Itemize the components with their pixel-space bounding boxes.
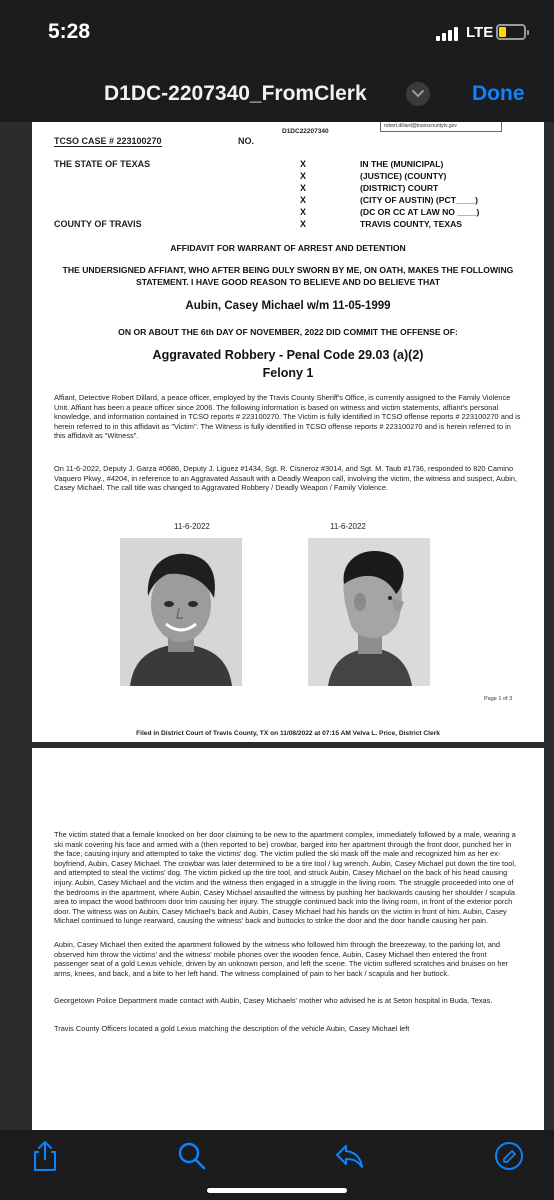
- lexus-paragraph: Travis County Officers located a gold Lexus matching the description of the vehicle Aubin, Casey Michael left: [54, 1024, 410, 1033]
- victim-statement-paragraph: The victim stated that a female knocked on her door claiming to be new to the apartment complex, immediately followed by a male, wearing a ski mask covering his face and armed with a (then reported to be) crowbar, barged into her apartment through the front door, punched her in the face, causing injury and attempted to take the victims' dog. The victim pulled the ski mask off the male and recognized him as her ex-boyfriend, Aubin, Casey Michael. The crowbar was later determined to be a tire tool / lug wrench. Aubin, Casey Michael put down the tire tool, and attempted to steal the victims' dog. The victim picked up the tire tool, and struck Aubin, Casey Michael on the back of his head causing injury. Aubin, Casey Michael and the victim and the witness then engaged in a struggle in the living room. The struggle proceeded into one of the bedrooms in the apartment, where Aubin, Casey Michael assaulted the witness by pushing her backwards causing her shoulder / scapula area to impact the wood bathroom door trim causing her injury. The struggle continued back into the living room, in front of the exterior porch door. The witness was on Aubin, Casey Michael's back and Aubin, Casey Michael had his hands on the victim in front of him. Aubin, Casey Michael continued to lunge rearward, causing the witness' back and buttocks to strike the door and the door handle causing her pain.: [54, 830, 517, 926]
- home-indicator[interactable]: [207, 1188, 347, 1193]
- network-label: LTE: [466, 24, 494, 41]
- document-page-2: [32, 748, 544, 1130]
- offense-date-line: ON OR ABOUT THE 6th DAY OF NOVEMBER, 2022 DID COMMIT THE OFFENSE OF:: [118, 327, 458, 337]
- affiant-paragraph: Affiant, Detective Robert Dillard, a peace officer, employed by the Travis County Sheriff's Office, is currently assigned to the Family Violence Unit. Affiant has been a peace officer since 2006. The following information is based on witness and victim statements, affiant's personal knowledge, and information contained in TCSO reports # 223100270. The Victim is fully identified in TCSO offense reports # 223100270 and is herein referred to in this affidavit as "Victim". The Witness is fully identified in TCSO offense reports # 223100270 and is herein referred to in this affidavit as "Witness".: [54, 393, 521, 441]
- x-mark: X: [300, 171, 307, 181]
- mugshot-front-image: [120, 538, 242, 686]
- county-label: COUNTY OF TRAVIS: [54, 219, 142, 229]
- status-bar: [0, 0, 554, 64]
- court-line: (JUSTICE) (COUNTY): [360, 171, 447, 181]
- court-line: (DISTRICT) COURT: [360, 183, 439, 193]
- court-line: (CITY OF AUSTIN) (PCT____): [360, 195, 478, 205]
- x-mark: X: [300, 183, 307, 193]
- court-line: IN THE (MUNICIPAL): [360, 159, 444, 169]
- filed-stamp: Filed in District Court of Travis County, TX on 11/08/2022 at 07:15 AM Velva L. Price, District Clerk: [136, 730, 440, 737]
- done-button[interactable]: Done: [472, 82, 525, 105]
- photo-date: 11-6-2022: [330, 522, 366, 531]
- x-mark: X: [300, 159, 307, 169]
- battery-icon: [496, 24, 526, 40]
- georgetown-paragraph: Georgetown Police Department made contact with Aubin, Casey Michaels' mother who advised he is at Seton hospital in Buda, Texas.: [54, 996, 493, 1005]
- x-mark: X: [300, 219, 307, 229]
- incident-paragraph: On 11-6-2022, Deputy J. Garza #0686, Deputy J. Liguez #1434, Sgt. R. Cisneroz #3014, and Sgt. M. Taub #1736, responded to 820 Camino Vaquero Pkwy., #4204, in reference to an Aggravated Assault with a Deadly Weapon call, involving the victim, the witness and suspect, Aubin, Casey Michael. The call title was changed to Aggravated Robbery / Deadly Weapon / Family Violence.: [54, 464, 517, 493]
- state-label: THE STATE OF TEXAS: [54, 159, 151, 169]
- x-mark: X: [300, 207, 307, 217]
- affidavit-title: AFFIDAVIT FOR WARRANT OF ARREST AND DETENTION: [170, 243, 406, 253]
- nav-bar: [0, 64, 554, 122]
- document-page-1: [32, 122, 544, 742]
- mugshot-profile-image: [308, 538, 430, 686]
- search-icon[interactable]: [176, 1140, 206, 1172]
- suspect-line: Aubin, Casey Michael w/m 11-05-1999: [185, 300, 391, 312]
- court-line: (DC OR CC AT LAW NO ____): [360, 207, 480, 217]
- offense-title: Aggravated Robbery - Penal Code 29.03 (a)(2): [152, 348, 424, 362]
- chevron-down-icon[interactable]: [406, 82, 430, 106]
- signal-icon: [436, 27, 462, 41]
- markup-icon[interactable]: [494, 1140, 524, 1172]
- case-number: TCSO CASE # 223100270: [54, 136, 162, 146]
- felony-degree: Felony 1: [262, 366, 314, 380]
- document-viewer[interactable]: [0, 122, 554, 1130]
- no-label: NO.: [238, 136, 255, 146]
- exit-paragraph: Aubin, Casey Michael then exited the apartment followed by the witness who followed him through the breezeway, to the parking lot, and observed him throw the victims' and the witness' mobile phones over the wooden fence. Aubin, Casey Michael then entered the front passenger seat of a gold Lexus vehicle, driven by an unknown person, and left the scene. The victim suffered scratches and bruises on her arms, knees, and back, and a bite to her left hand. The witness complained of pain to her back / scapula and her buttock.: [54, 940, 509, 978]
- document-title[interactable]: D1DC-2207340_FromClerk: [104, 82, 367, 105]
- status-time: 5:28: [48, 20, 91, 43]
- oath-statement: THE UNDERSIGNED AFFIANT, WHO AFTER BEING DULY SWORN BY ME, ON OATH, MAKES THE FOLLOWING STATEMENT. I HAVE GOOD REASON TO BELIEVE AND DO BELIEVE THAT: [62, 265, 514, 287]
- doc-number: D1DC22207340: [282, 128, 329, 135]
- reply-icon[interactable]: [334, 1140, 364, 1172]
- court-column: [360, 158, 479, 230]
- page-number: Page 1 of 3: [484, 696, 513, 702]
- x-column: [300, 158, 306, 230]
- court-line: TRAVIS COUNTY, TEXAS: [360, 219, 463, 229]
- email-stamp: robert.dillard@traviscountytx.gov: [380, 122, 502, 132]
- x-mark: X: [300, 195, 307, 205]
- share-icon[interactable]: [30, 1140, 60, 1172]
- photo-date: 11-6-2022: [174, 522, 210, 531]
